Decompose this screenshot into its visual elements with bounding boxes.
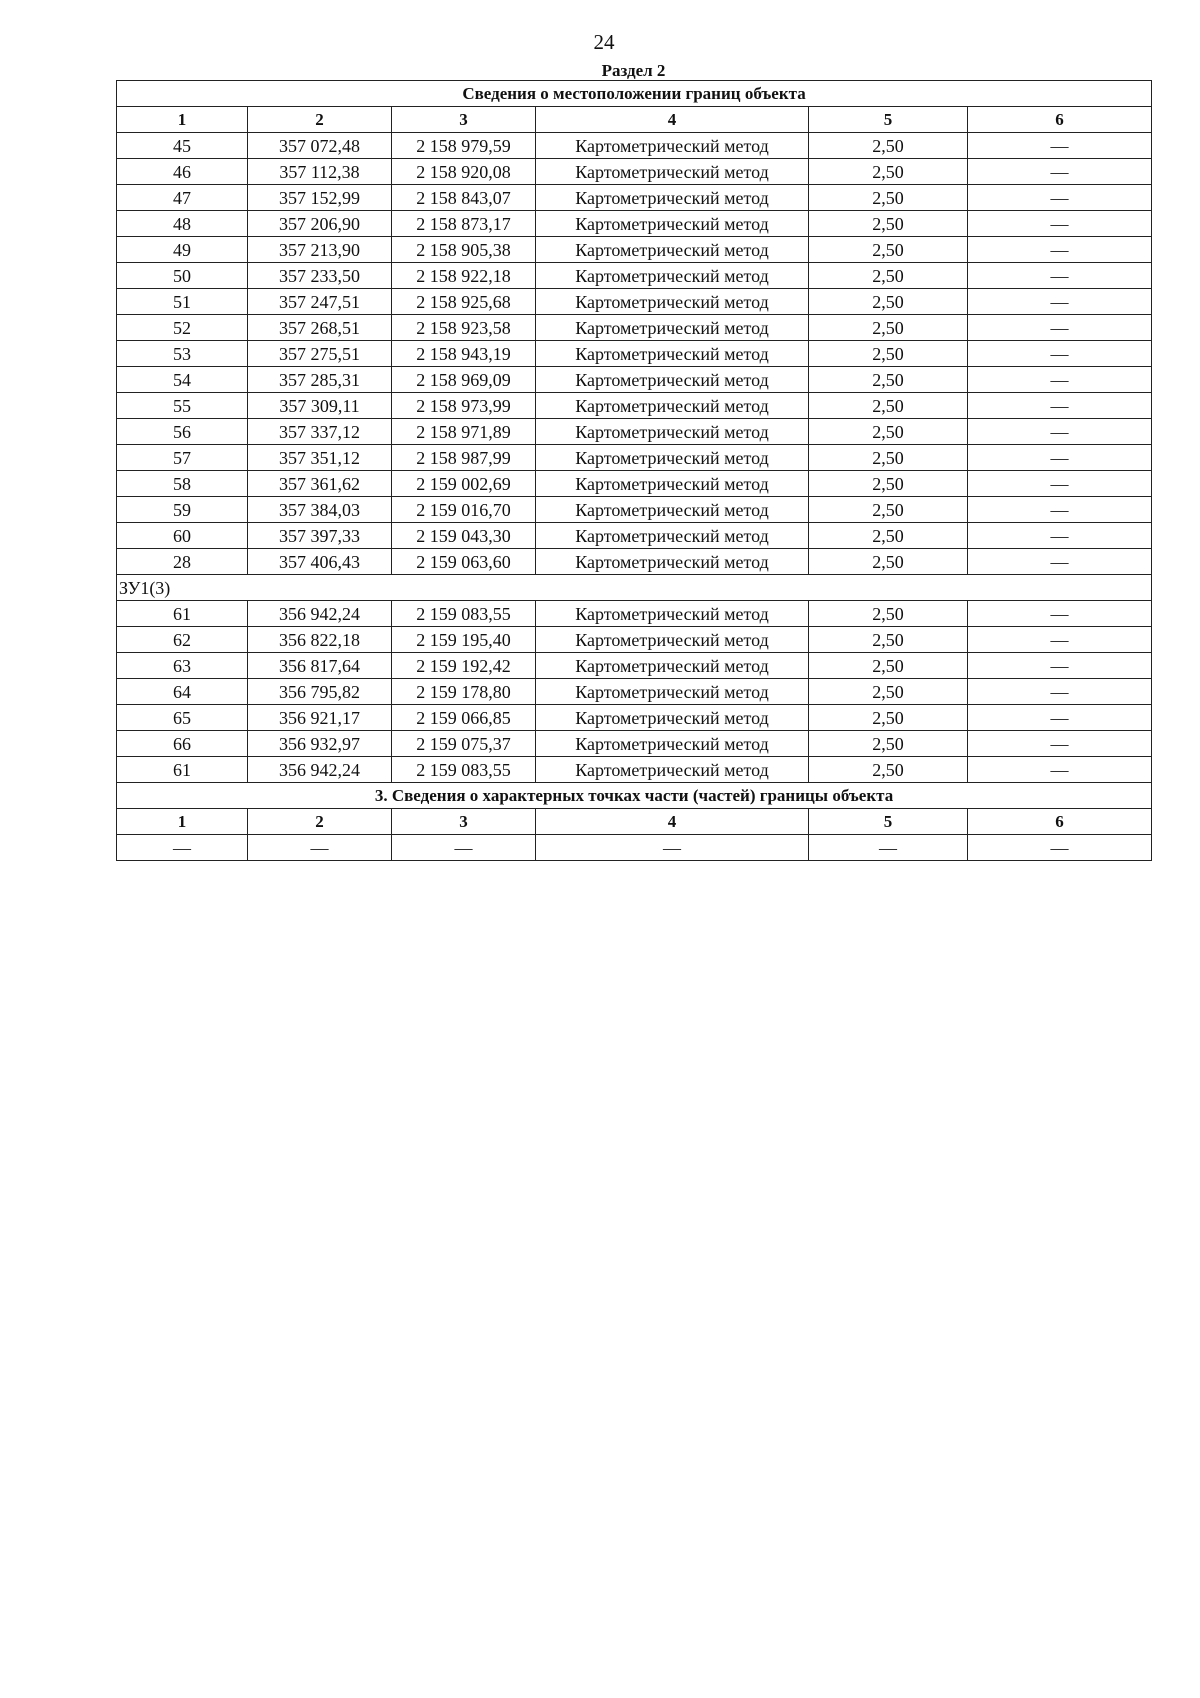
table-cell: Картометрический метод — [536, 419, 809, 445]
table-cell: 357 206,90 — [248, 211, 392, 237]
table-cell: 61 — [117, 601, 248, 627]
table-cell: 357 406,43 — [248, 549, 392, 575]
table-cell: 2 158 905,38 — [392, 237, 536, 263]
table-cell: 2,50 — [809, 523, 968, 549]
table-cell: 2,50 — [809, 159, 968, 185]
table-cell: 2,50 — [809, 549, 968, 575]
table-cell: 2 158 987,99 — [392, 445, 536, 471]
table-cell: Картометрический метод — [536, 601, 809, 627]
table-cell: 357 275,51 — [248, 341, 392, 367]
table-cell: 48 — [117, 211, 248, 237]
table-cell: — — [968, 835, 1152, 861]
table-row — [117, 289, 1152, 315]
section-title: Раздел 2 — [601, 61, 666, 80]
table-cell: — — [968, 757, 1152, 783]
table-cell: 2 158 843,07 — [392, 185, 536, 211]
table-cell: Картометрический метод — [536, 341, 809, 367]
table-row — [117, 211, 1152, 237]
table-cell: Картометрический метод — [536, 263, 809, 289]
table-cell: 2,50 — [809, 315, 968, 341]
table-cell: Картометрический метод — [536, 497, 809, 523]
table-cell: 56 — [117, 419, 248, 445]
table-cell: — — [968, 601, 1152, 627]
table-cell: — — [968, 159, 1152, 185]
table-cell: 2,50 — [809, 679, 968, 705]
table-cell: 2 159 075,37 — [392, 731, 536, 757]
table-row — [117, 341, 1152, 367]
table-cell: — — [968, 549, 1152, 575]
column-header: 5 — [809, 107, 968, 133]
table-cell: Картометрический метод — [536, 445, 809, 471]
table-cell: — — [968, 315, 1152, 341]
table-cell: 50 — [117, 263, 248, 289]
table-cell: — — [809, 835, 968, 861]
table-cell: 45 — [117, 133, 248, 159]
table-row — [117, 627, 1152, 653]
group-label-row — [117, 575, 1152, 601]
page-number: 24 — [593, 30, 615, 54]
subsection-header-row — [117, 809, 1152, 835]
table-cell: 51 — [117, 289, 248, 315]
table-cell: Картометрический метод — [536, 757, 809, 783]
table-cell: 2 158 925,68 — [392, 289, 536, 315]
table-cell: 357 152,99 — [248, 185, 392, 211]
table-cell: 2 158 969,09 — [392, 367, 536, 393]
table-cell: — — [968, 237, 1152, 263]
table-row — [117, 679, 1152, 705]
table-cell: 2,50 — [809, 341, 968, 367]
table-cell: 2,50 — [809, 185, 968, 211]
table-cell: 2 159 083,55 — [392, 601, 536, 627]
table-row — [117, 471, 1152, 497]
table-cell: 49 — [117, 237, 248, 263]
table-cell: 2,50 — [809, 653, 968, 679]
column-header: 5 — [809, 809, 968, 835]
column-header: 1 — [117, 107, 248, 133]
table-cell: 356 817,64 — [248, 653, 392, 679]
table-row — [117, 445, 1152, 471]
table-body — [117, 81, 1152, 861]
table-cell: Картометрический метод — [536, 549, 809, 575]
table-cell: 2 158 873,17 — [392, 211, 536, 237]
table-cell: 62 — [117, 627, 248, 653]
table-cell: 2 159 178,80 — [392, 679, 536, 705]
table-cell: — — [392, 835, 536, 861]
table-cell: 356 822,18 — [248, 627, 392, 653]
table-cell: 356 795,82 — [248, 679, 392, 705]
table-cell: — — [968, 653, 1152, 679]
table-cell: 357 072,48 — [248, 133, 392, 159]
table-cell: — — [968, 445, 1152, 471]
table-cell: — — [968, 133, 1152, 159]
column-header: 2 — [248, 809, 392, 835]
table-cell: 55 — [117, 393, 248, 419]
table-cell: — — [968, 523, 1152, 549]
column-header: 6 — [968, 107, 1152, 133]
column-header: 3 — [392, 107, 536, 133]
table-cell: — — [968, 419, 1152, 445]
table-cell: 2 159 192,42 — [392, 653, 536, 679]
table-cell: 2,50 — [809, 757, 968, 783]
table-cell: 57 — [117, 445, 248, 471]
table-cell: 2,50 — [809, 471, 968, 497]
column-header: 4 — [536, 809, 809, 835]
table-cell: Картометрический метод — [536, 653, 809, 679]
table-cell: 2 159 063,60 — [392, 549, 536, 575]
table-row — [117, 549, 1152, 575]
table-cell: Картометрический метод — [536, 159, 809, 185]
table-cell: Картометрический метод — [536, 393, 809, 419]
table-cell: Картометрический метод — [536, 705, 809, 731]
table-cell: 356 942,24 — [248, 601, 392, 627]
table-cell: 2,50 — [809, 497, 968, 523]
table-cell: 357 384,03 — [248, 497, 392, 523]
table-row — [117, 263, 1152, 289]
table-cell: 63 — [117, 653, 248, 679]
table-cell: 357 247,51 — [248, 289, 392, 315]
table-row — [117, 133, 1152, 159]
table-cell: 2 159 066,85 — [392, 705, 536, 731]
table-cell: — — [968, 393, 1152, 419]
table-cell: Картометрический метод — [536, 133, 809, 159]
table-cell: — — [968, 497, 1152, 523]
table-cell: 58 — [117, 471, 248, 497]
table-cell: 65 — [117, 705, 248, 731]
table-cell: 66 — [117, 731, 248, 757]
table-cell: — — [968, 211, 1152, 237]
table-cell: — — [248, 835, 392, 861]
table-cell: Картометрический метод — [536, 731, 809, 757]
table-cell: 356 942,24 — [248, 757, 392, 783]
table-cell: — — [968, 731, 1152, 757]
table-row — [117, 653, 1152, 679]
table-row — [117, 731, 1152, 757]
table-cell: — — [968, 263, 1152, 289]
table-row — [117, 757, 1152, 783]
table-cell: 357 361,62 — [248, 471, 392, 497]
group-label: ЗУ1(3) — [117, 575, 1152, 601]
table-cell: 2 159 002,69 — [392, 471, 536, 497]
table-cell: 2 159 043,30 — [392, 523, 536, 549]
table-cell: 59 — [117, 497, 248, 523]
table-cell: 2 158 973,99 — [392, 393, 536, 419]
table-title: Сведения о местоположении границ объекта — [117, 81, 1152, 107]
table-cell: 47 — [117, 185, 248, 211]
column-header-row — [117, 107, 1152, 133]
table-cell: 46 — [117, 159, 248, 185]
table-row — [117, 835, 1152, 861]
table-cell: 2 158 943,19 — [392, 341, 536, 367]
table-cell: 356 932,97 — [248, 731, 392, 757]
table-cell: 357 351,12 — [248, 445, 392, 471]
table-cell: 53 — [117, 341, 248, 367]
table-row — [117, 393, 1152, 419]
subsection-title: 3. Сведения о характерных точках части (частей) границы объекта — [117, 783, 1152, 809]
table-cell: 2,50 — [809, 419, 968, 445]
table-row — [117, 367, 1152, 393]
table-cell: Картометрический метод — [536, 679, 809, 705]
table-row — [117, 419, 1152, 445]
table-cell: — — [968, 471, 1152, 497]
table-cell: 2 158 979,59 — [392, 133, 536, 159]
table-cell: — — [968, 367, 1152, 393]
table-cell: 2,50 — [809, 237, 968, 263]
column-header: 1 — [117, 809, 248, 835]
table-cell: 2,50 — [809, 263, 968, 289]
table-cell: — — [968, 679, 1152, 705]
table-cell: 2,50 — [809, 731, 968, 757]
table-cell: 2,50 — [809, 601, 968, 627]
table-cell: 2,50 — [809, 367, 968, 393]
table-cell: 60 — [117, 523, 248, 549]
table-cell: 61 — [117, 757, 248, 783]
table-cell: 2,50 — [809, 393, 968, 419]
table-cell: Картометрический метод — [536, 211, 809, 237]
table-cell: — — [968, 705, 1152, 731]
table-cell: — — [536, 835, 809, 861]
table-cell: 2,50 — [809, 705, 968, 731]
table-cell: 357 112,38 — [248, 159, 392, 185]
table-cell: 2 158 923,58 — [392, 315, 536, 341]
table-cell: 64 — [117, 679, 248, 705]
table-cell: Картометрический метод — [536, 237, 809, 263]
table-cell: 2,50 — [809, 627, 968, 653]
table-cell: 2,50 — [809, 133, 968, 159]
table-cell: 2 158 920,08 — [392, 159, 536, 185]
table-cell: 357 268,51 — [248, 315, 392, 341]
table-cell: 357 309,11 — [248, 393, 392, 419]
table-cell: — — [968, 341, 1152, 367]
table-row — [117, 523, 1152, 549]
table-cell: 357 337,12 — [248, 419, 392, 445]
table-cell: 2,50 — [809, 211, 968, 237]
table-cell: Картометрический метод — [536, 523, 809, 549]
table-cell: 52 — [117, 315, 248, 341]
table-cell: 2 159 083,55 — [392, 757, 536, 783]
column-header: 2 — [248, 107, 392, 133]
table-cell: 2 158 922,18 — [392, 263, 536, 289]
column-header: 3 — [392, 809, 536, 835]
table-cell: 2 159 195,40 — [392, 627, 536, 653]
table-row — [117, 705, 1152, 731]
table-row — [117, 185, 1152, 211]
table-cell: 28 — [117, 549, 248, 575]
table-cell: 2 159 016,70 — [392, 497, 536, 523]
table-cell: 2,50 — [809, 289, 968, 315]
table-cell: — — [968, 627, 1152, 653]
table-cell: Картометрический метод — [536, 315, 809, 341]
table-cell: 357 397,33 — [248, 523, 392, 549]
table-cell: Картометрический метод — [536, 185, 809, 211]
table-cell: 357 285,31 — [248, 367, 392, 393]
table-row — [117, 159, 1152, 185]
table-row — [117, 497, 1152, 523]
boundary-table — [116, 80, 1152, 861]
table-cell: 2 158 971,89 — [392, 419, 536, 445]
table-cell: 357 233,50 — [248, 263, 392, 289]
table-row — [117, 601, 1152, 627]
table-title-row — [117, 81, 1152, 107]
table-cell: Картометрический метод — [536, 471, 809, 497]
table-cell: Картометрический метод — [536, 367, 809, 393]
table-row — [117, 237, 1152, 263]
column-header: 4 — [536, 107, 809, 133]
table-cell: — — [968, 289, 1152, 315]
table-row — [117, 315, 1152, 341]
table-cell: 2,50 — [809, 445, 968, 471]
table-cell: — — [968, 185, 1152, 211]
table-cell: — — [117, 835, 248, 861]
column-header: 6 — [968, 809, 1152, 835]
table-cell: Картометрический метод — [536, 289, 809, 315]
table-cell: 356 921,17 — [248, 705, 392, 731]
table-cell: 54 — [117, 367, 248, 393]
table-cell: 357 213,90 — [248, 237, 392, 263]
table-cell: Картометрический метод — [536, 627, 809, 653]
subsection-title-row — [117, 783, 1152, 809]
